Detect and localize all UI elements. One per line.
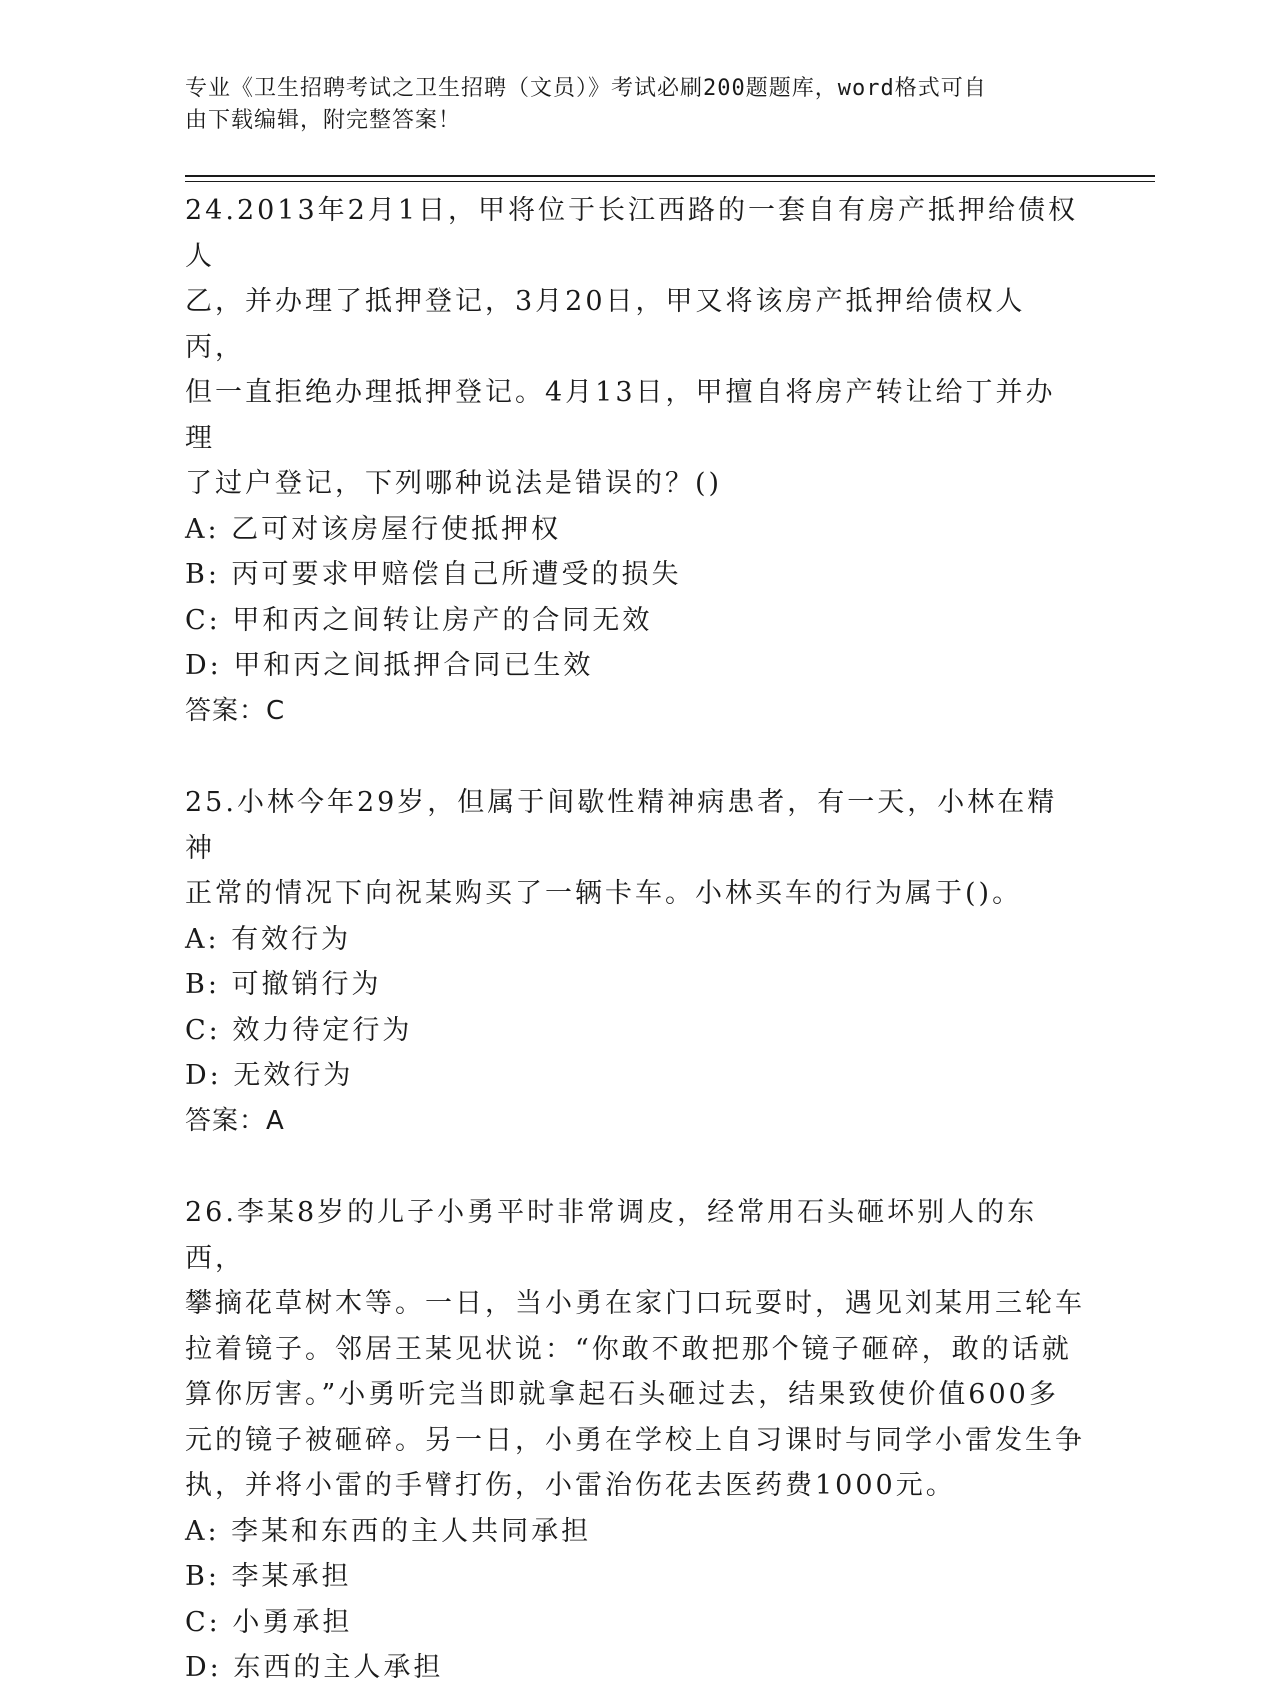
option-d: D: 甲和丙之间抵押合同已生效	[185, 650, 594, 681]
stem-line: 26.李某8岁的儿子小勇平时非常调皮，经常用石头砸坏别人的东西，	[185, 1197, 1038, 1274]
header-line-1: 专业《卫生招聘考试之卫生招聘（文员）》考试必刷200题题库，word格式可自	[185, 76, 987, 101]
stem-line: 了过户登记，下列哪种说法是错误的？()	[185, 468, 723, 499]
document-header	[185, 73, 1065, 137]
stem-line: 但一直拒绝办理抵押登记。4月13日，甲擅自将房产转让给丁并办理	[185, 377, 1056, 454]
answer: 答案：C	[185, 695, 286, 726]
stem-line: 25.小林今年29岁，但属于间歇性精神病患者，有一天，小林在精神	[185, 787, 1058, 864]
option-c: C: 效力待定行为	[185, 1014, 413, 1046]
question-stem	[185, 188, 1085, 507]
header-divider-thick	[185, 175, 1155, 177]
stem-line: 执，并将小雷的手臂打伤，小雷治伤花去医药费1000元。	[185, 1470, 956, 1501]
question-25	[185, 780, 1085, 1144]
question-stem	[185, 1190, 1085, 1509]
option-c: C: 小勇承担	[185, 1606, 353, 1638]
question-26	[185, 1190, 1085, 1691]
stem-line: 乙，并办理了抵押登记，3月20日，甲又将该房产抵押给债权人丙，	[185, 286, 1026, 363]
question-list	[185, 188, 1085, 1691]
question-spacer	[185, 1144, 1085, 1190]
stem-line: 元的镜子被砸碎。另一日，小勇在学校上自习课时与同学小雷发生争	[185, 1424, 1085, 1456]
stem-line: 攀摘花草树木等。一日，当小勇在家门口玩耍时，遇见刘某用三轮车	[185, 1288, 1085, 1319]
stem-line: 拉着镜子。邻居王某见状说：“你敢不敢把那个镜子砸碎，敢的话就	[185, 1333, 1072, 1365]
option-c: C: 甲和丙之间转让房产的合同无效	[185, 604, 653, 636]
question-spacer	[185, 734, 1085, 780]
stem-line: 24.2013年2月1日，甲将位于长江西路的一套自有房产抵押给债权人	[185, 195, 1079, 272]
option-b: B: 丙可要求甲赔偿自己所遭受的损失	[185, 559, 682, 590]
option-a: A: 有效行为	[185, 923, 352, 955]
answer: 答案：A	[185, 1105, 285, 1136]
header-divider-thin	[185, 181, 1155, 182]
header-line-2: 由下载编辑，附完整答案！	[185, 108, 462, 133]
option-b: B: 李某承担	[185, 1561, 352, 1592]
option-d: D: 无效行为	[185, 1060, 354, 1091]
option-a: A: 乙可对该房屋行使抵押权	[185, 513, 562, 545]
option-d: D: 东西的主人承担	[185, 1652, 444, 1683]
stem-line: 正常的情况下向祝某购买了一辆卡车。小林买车的行为属于()。	[185, 878, 1023, 909]
stem-line: 算你厉害。”小勇听完当即就拿起石头砸过去，结果致使价值600多	[185, 1379, 1059, 1410]
option-b: B: 可撤销行为	[185, 969, 382, 1000]
question-stem	[185, 780, 1085, 917]
question-24	[185, 188, 1085, 734]
option-a: A: 李某和东西的主人共同承担	[185, 1515, 592, 1547]
